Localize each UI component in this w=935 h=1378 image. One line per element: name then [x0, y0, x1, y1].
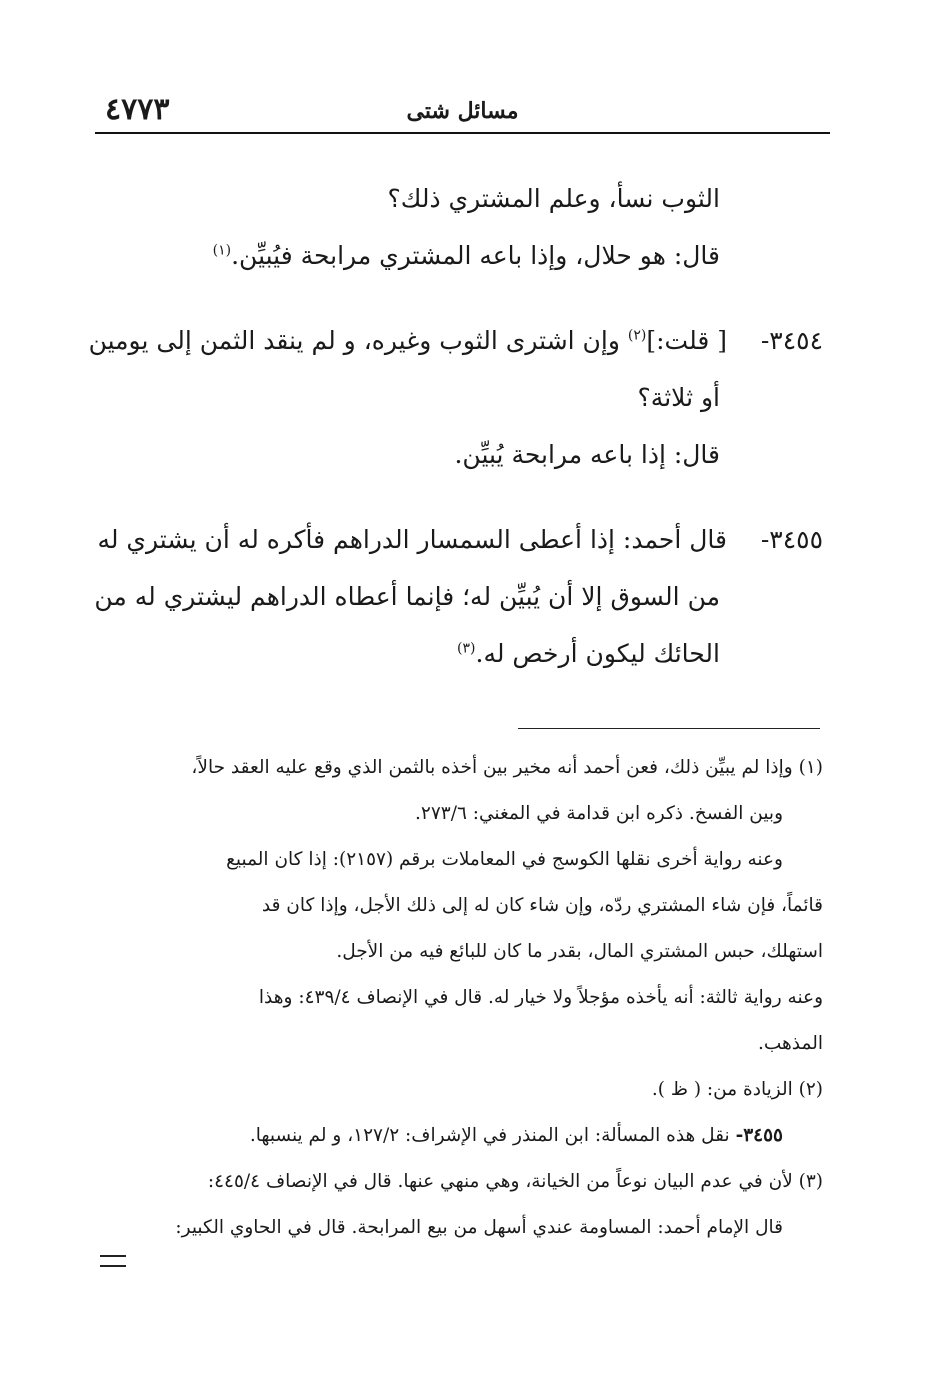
footnote-1-line-1: (١) وإذا لم يبيِّن ذلك، فعن أحمد أنه مخير بين أخذه بالثمن الذي وقع عليه العقد حالاً، — [191, 757, 823, 778]
issue-3455 — [94, 511, 823, 682]
issue-3455-line-3: الحائك ليكون أرخص له.$^{(٣)}$ — [457, 639, 720, 668]
issue-number: ٣٤٥٥- — [760, 525, 823, 554]
footnotes — [108, 745, 823, 1251]
issue-3454-line-3: قال: إذا باعه مرابحة يُبيِّن. — [454, 440, 720, 469]
footnote-ref-1: (١) — [212, 242, 232, 259]
footnote-separator — [518, 728, 820, 729]
footnote-issue-3455: ٣٤٥٥- نقل هذه المسألة: ابن المنذر في الإشراف: ١٢٧/٢، و لم ينسبها. — [249, 1125, 783, 1146]
footnote-ref-3: (٣) — [457, 640, 476, 657]
main-text — [88, 170, 823, 682]
continuation-line-2: قال: هو حلال، وإذا باعه المشتري مرابحة فيُبيِّن.$^{(١)}$ — [212, 241, 720, 270]
issue-3454-line-1: ٣٤٥٤-[ قلت:]$^{(٢)}$ وإن اشترى الثوب وغيره، و لم ينقد الثمن إلى يومين — [108, 312, 823, 369]
footnote-1-line-4: قائماً، فإن شاء المشتري ردّه، وإن شاء كان له إلى ذلك الأجل، وإذا كان قد — [261, 895, 823, 916]
header-rule — [95, 132, 830, 134]
running-title: مسائل شتى — [406, 98, 519, 124]
footnote-1-line-6: وعنه رواية ثالثة: أنه يأخذه مؤجلاً ولا خيار له. قال في الإنصاف ٤٣٩/٤: وهذا — [258, 987, 823, 1008]
footnote-ref-2: (٢) — [627, 327, 647, 344]
issue-3455-line-2: من السوق إلا أن يُبيِّن له؛ فإنما أعطاه الدراهم ليشتري له من — [94, 582, 720, 611]
footnote-3-line-1: (٣) لأن في عدم البيان نوعاً من الخيانة، وهي منهي عنها. قال في الإنصاف ٤٤٥/٤: — [207, 1171, 823, 1192]
footnote-1-line-2: وبين الفسخ. ذكره ابن قدامة في المغني: ٢٧٣/٦. — [415, 803, 783, 824]
issue-3454 — [88, 312, 823, 483]
issue-3454-line-2: أو ثلاثة؟ — [637, 383, 720, 412]
continuation-mark — [100, 1255, 126, 1267]
issue-3455-line-1: ٣٤٥٥-قال أحمد: إذا أعطى السمسار الدراهم فأكره له أن يشتري له — [108, 511, 823, 568]
footnote-1-line-5: استهلك، حبس المشتري المال، بقدر ما كان للبائع فيه من الأجل. — [336, 941, 823, 962]
footnote-1-line-7: المذهب. — [758, 1033, 823, 1054]
continuation-line-1: الثوب نسأ، وعلم المشتري ذلك؟ — [387, 184, 720, 213]
footnote-1-line-3: وعنه رواية أخرى نقلها الكوسج في المعاملات برقم (٢١٥٧): إذا كان المبيع — [226, 849, 783, 870]
footnote-2: (٢) الزيادة من: ( ظ ). — [651, 1079, 823, 1100]
page-number: ٤٧٧٣ — [105, 92, 170, 127]
page-header — [95, 88, 830, 128]
footnote-issue-number: ٣٤٥٥- — [735, 1125, 783, 1146]
footnote-3-line-2: قال الإمام أحمد: المساومة عندي أسهل من بيع المرابحة. قال في الحاوي الكبير: — [175, 1217, 783, 1238]
issue-number: ٣٤٥٤- — [760, 326, 823, 355]
